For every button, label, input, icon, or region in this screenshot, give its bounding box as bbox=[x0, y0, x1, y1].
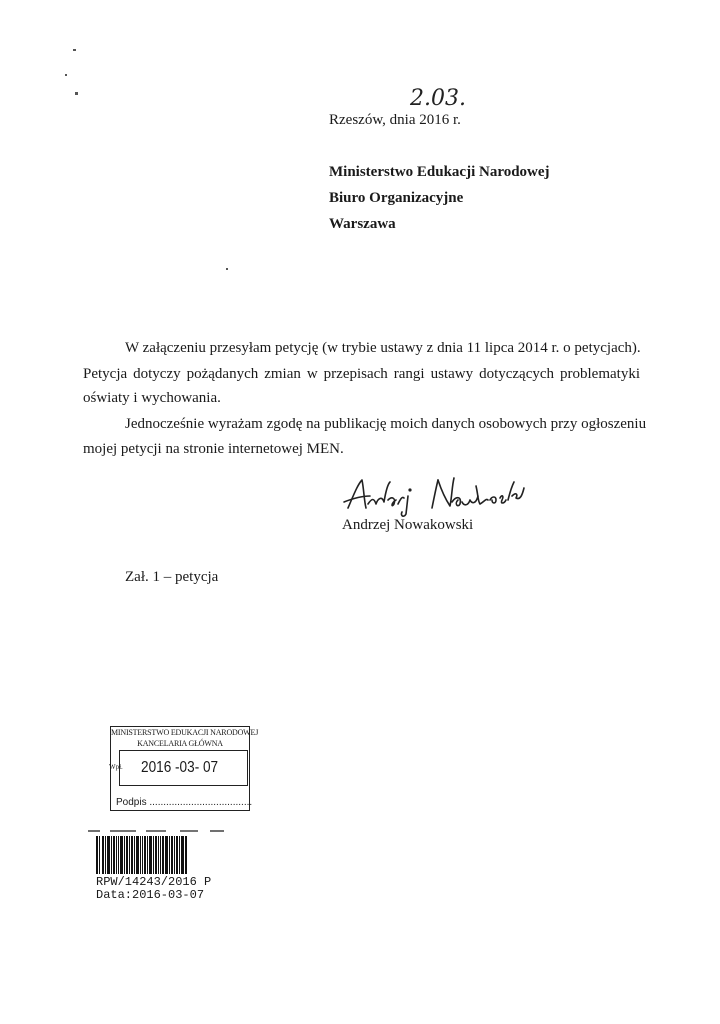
body-paragraph-1-line-1: W załączeniu przesyłam petycję (w trybie ustawy z dnia 11 lipca 2014 r. o petycjach). bbox=[125, 340, 641, 356]
registration-stamp bbox=[109, 726, 259, 811]
stamp-date: 2016 -03- 07 bbox=[141, 759, 219, 776]
recipient-office: Biuro Organizacyjne bbox=[329, 190, 464, 206]
barcode bbox=[96, 836, 188, 874]
scan-speck bbox=[226, 268, 228, 270]
signature-name: Andrzej Nowakowski bbox=[342, 517, 474, 533]
attachment-note: Zał. 1 – petycja bbox=[125, 569, 219, 585]
handwritten-signature bbox=[340, 474, 530, 520]
scan-speck bbox=[65, 74, 67, 76]
handwritten-date: 2.03. bbox=[410, 86, 466, 111]
body-paragraph-1-line-3: oświaty i wychowania. bbox=[83, 390, 221, 406]
scan-speck bbox=[73, 49, 76, 51]
stamp-signature-line: Podpis ..................................... bbox=[116, 797, 253, 808]
scan-speck bbox=[75, 92, 78, 95]
recipient-city: Warszawa bbox=[329, 216, 396, 232]
body-paragraph-1-line-2: Petycja dotyczy pożądanych zmian w przepisach rangi ustawy dotyczących problematyki bbox=[83, 366, 640, 382]
dashed-separator bbox=[88, 828, 228, 834]
stamp-received-label: Wpł. bbox=[109, 763, 123, 771]
stamp-office-label: KANCELARIA GŁÓWNA bbox=[137, 739, 223, 748]
recipient-ministry: Ministerstwo Edukacji Narodowej bbox=[329, 164, 550, 180]
registry-number: RPW/14243/2016 P bbox=[96, 875, 212, 889]
body-paragraph-2-line-1: Jednocześnie wyrażam zgodę na publikację moich danych osobowych przy ogłoszeniu bbox=[125, 416, 647, 432]
registry-date: Data:2016-03-07 bbox=[96, 888, 205, 902]
stamp-date-box bbox=[119, 750, 248, 786]
stamp-ministry-label: MINISTERSTWO EDUKACJI NARODOWEJ bbox=[111, 728, 259, 737]
body-paragraph-2-line-2: mojej petycji na stronie internetowej MEN. bbox=[83, 441, 344, 457]
place-date: Rzeszów, dnia 2016 r. bbox=[329, 112, 461, 128]
